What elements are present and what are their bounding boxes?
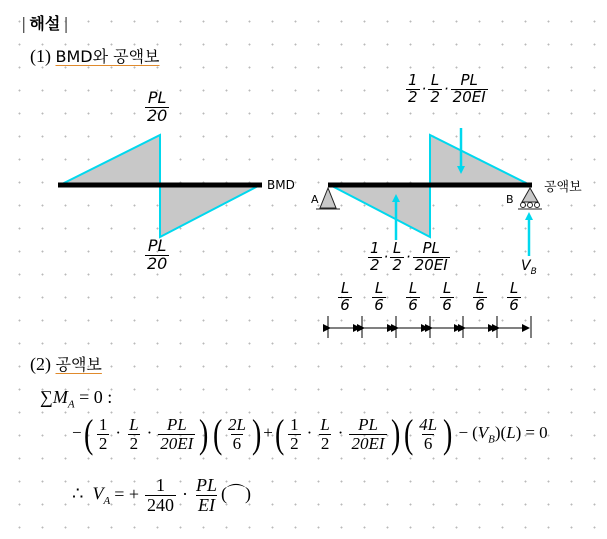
segment-label: $\frac{L}{6}$ bbox=[408, 279, 418, 314]
segment-label: $\frac{L}{6}$ bbox=[374, 279, 384, 314]
bottom-load-expression: $\frac{1}{2}$ · $\frac{L}{2}$ · $\frac{PL}{20EI}$ bbox=[370, 239, 448, 274]
segment-label: $\frac{L}{6}$ bbox=[340, 279, 350, 314]
moment-equation: −( $\frac{1}{2}$ · $\frac{L}{2}$ · $\frac{PL}{20EI}$ )( $\frac{2L}{6}$ ) +( $\frac{1}{2}$ · $\frac{L}{2}$ · $\frac{PL}{20EI}$ )( $\frac{4L}{6}$ ) − $(V_B)(L) = 0$ bbox=[72, 411, 548, 456]
bmd-bottom-value: $\frac{PL}{20}$ bbox=[147, 236, 168, 273]
support-a-label: A bbox=[311, 193, 319, 206]
segment-label: $\frac{L}{6}$ bbox=[442, 279, 452, 314]
section-1-title: (1) BMD와 공액보 bbox=[30, 46, 160, 66]
top-load-expression: $\frac{1}{2}$ · $\frac{L}{2}$ · $\frac{PL}{20EI}$ bbox=[408, 71, 486, 106]
conjugate-positive-region bbox=[430, 135, 530, 185]
moment-equation-header: $\sum M_A = 0$ : bbox=[40, 387, 113, 411]
bmd-top-value: $\frac{PL}{20}$ bbox=[147, 88, 168, 125]
support-a-pin bbox=[320, 188, 336, 208]
conjugate-negative-region bbox=[330, 185, 430, 237]
solution-heading: | 해설 | bbox=[21, 14, 69, 33]
bmd-negative-region bbox=[160, 185, 260, 237]
result-equation: ∴ $V_A$ = + $\frac{1}{240}$ · $\frac{PL}{EI}$ (⌒) bbox=[72, 475, 252, 515]
bmd-positive-region bbox=[60, 135, 160, 185]
dimension-line bbox=[328, 316, 531, 338]
conjugate-beam-label: 공액보 bbox=[544, 180, 582, 195]
support-b-roller bbox=[522, 188, 538, 202]
segment-label: $\frac{L}{6}$ bbox=[509, 279, 519, 314]
bmd-label: BMD bbox=[267, 178, 295, 192]
support-b-label: B bbox=[506, 193, 514, 206]
segment-label: $\frac{L}{6}$ bbox=[475, 279, 485, 314]
reaction-vb-label: $V_B$ bbox=[521, 258, 537, 277]
section-2-title: (2) 공액보 bbox=[30, 354, 102, 374]
